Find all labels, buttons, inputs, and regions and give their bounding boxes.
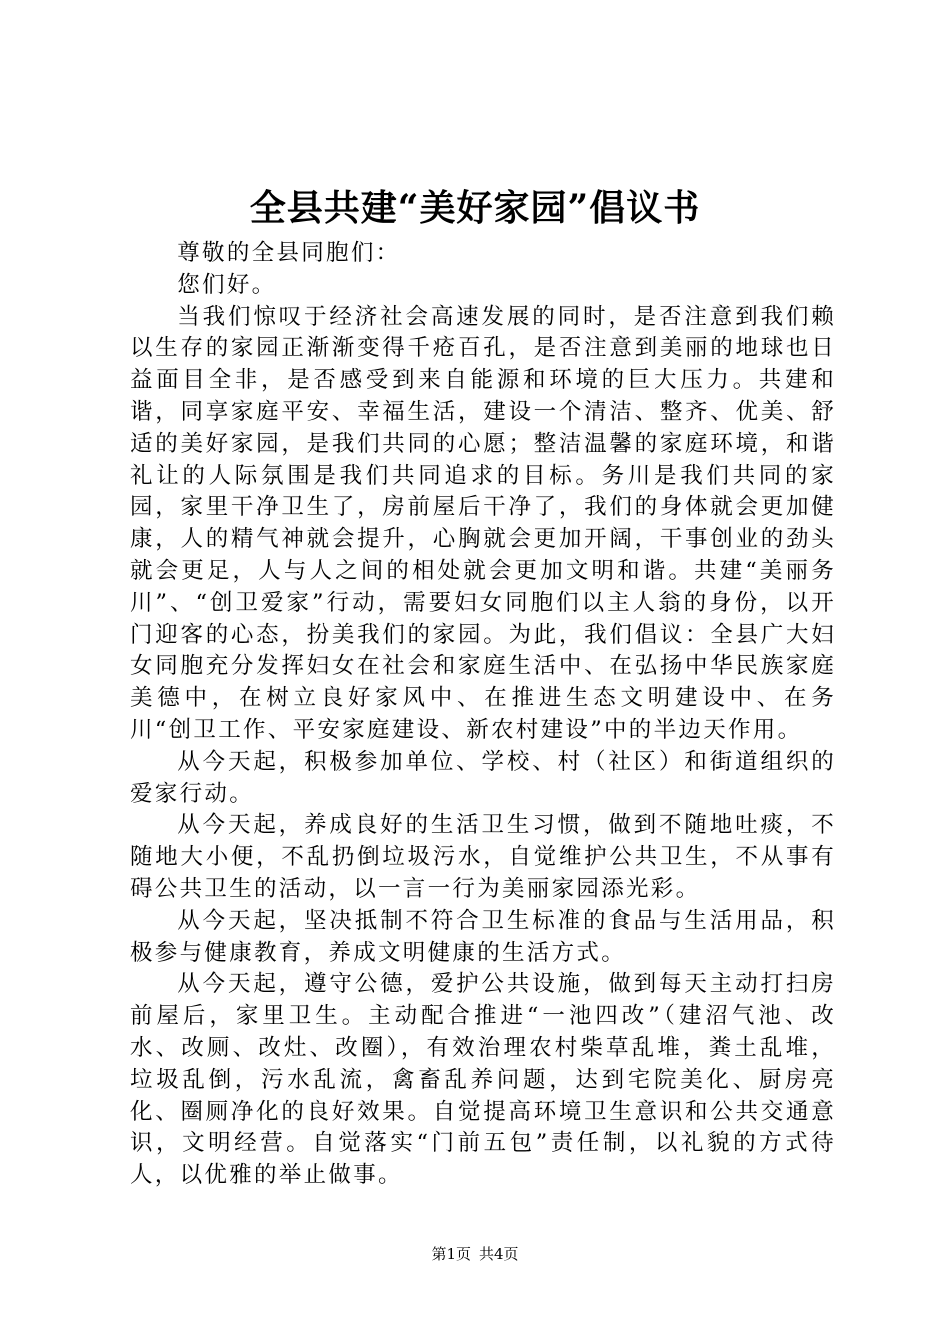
paragraph: 从今天起，积极参加单位、学校、村（社区）和街道组织的爱家行动。 (130, 748, 836, 807)
page-footer (0, 1244, 950, 1264)
document-body (130, 238, 836, 1192)
paragraph: 从今天起，遵守公德，爱护公共设施，做到每天主动打扫房前屋后，家里卫生。主动配合推进“一池四改”（建沼气池、改水、改厕、改灶、改圈），有效治理农村柴草乱堆，粪土乱堆，垃圾乱倒，污水乱流，禽畜乱养问题，达到宅院美化、厨房亮化、圈厕净化的良好效果。自觉提高环境卫生意识和公共交通意识，文明经营。自觉落实“门前五包”责任制，以礼貌的方式待人，以优雅的举止做事。 (130, 971, 836, 1189)
paragraph: 当我们惊叹于经济社会高速发展的同时，是否注意到我们赖以生存的家园正渐渐变得千疮百孔，是否注意到美丽的地球也日益面目全非，是否感受到来自能源和环境的巨大压力。共建和谐，同享家庭平安、幸福生活，建设一个清洁、整齐、优美、舒适的美好家园，是我们共同的心愿；整洁温馨的家庭环境，和谐礼让的人际氛围是我们共同追求的目标。务川是我们共同的家园，家里干净卫生了，房前屋后干净了，我们的身体就会更加健康，人的精气神就会提升，心胸就会更加开阔，干事创业的劲头就会更足，人与人之间的相处就会更加文明和谐。共建“美丽务川”、“创卫爱家”行动，需要妇女同胞们以主人翁的身份，以开门迎客的心态，扮美我们的家园。为此，我们倡议：全县广大妇女同胞充分发挥妇女在社会和家庭生活中、在弘扬中华民族家庭美德中，在树立良好家风中、在推进生态文明建设中、在务川“创卫工作、平安家庭建设、新农村建设”中的半边天作用。 (130, 303, 836, 743)
greeting: 您们好。 (177, 271, 277, 298)
salutation: 尊敬的全县同胞们： (177, 240, 401, 266)
paragraph: 从今天起，养成良好的生活卫生习惯，做到不随地吐痰，不随地大小便，不乱扔倒垃圾污水，自觉维护公共卫生，不从事有碍公共卫生的活动，以一言一行为美丽家园添光彩。 (130, 812, 836, 902)
paragraph: 从今天起，坚决抵制不符合卫生标准的食品与生活用品，积极参与健康教育，养成文明健康的生活方式。 (130, 907, 836, 966)
page-number: 第1页 (431, 1245, 471, 1263)
document-title: 全县共建“美好家园”倡议书 (249, 187, 701, 229)
page-total: 共4页 (479, 1245, 519, 1263)
